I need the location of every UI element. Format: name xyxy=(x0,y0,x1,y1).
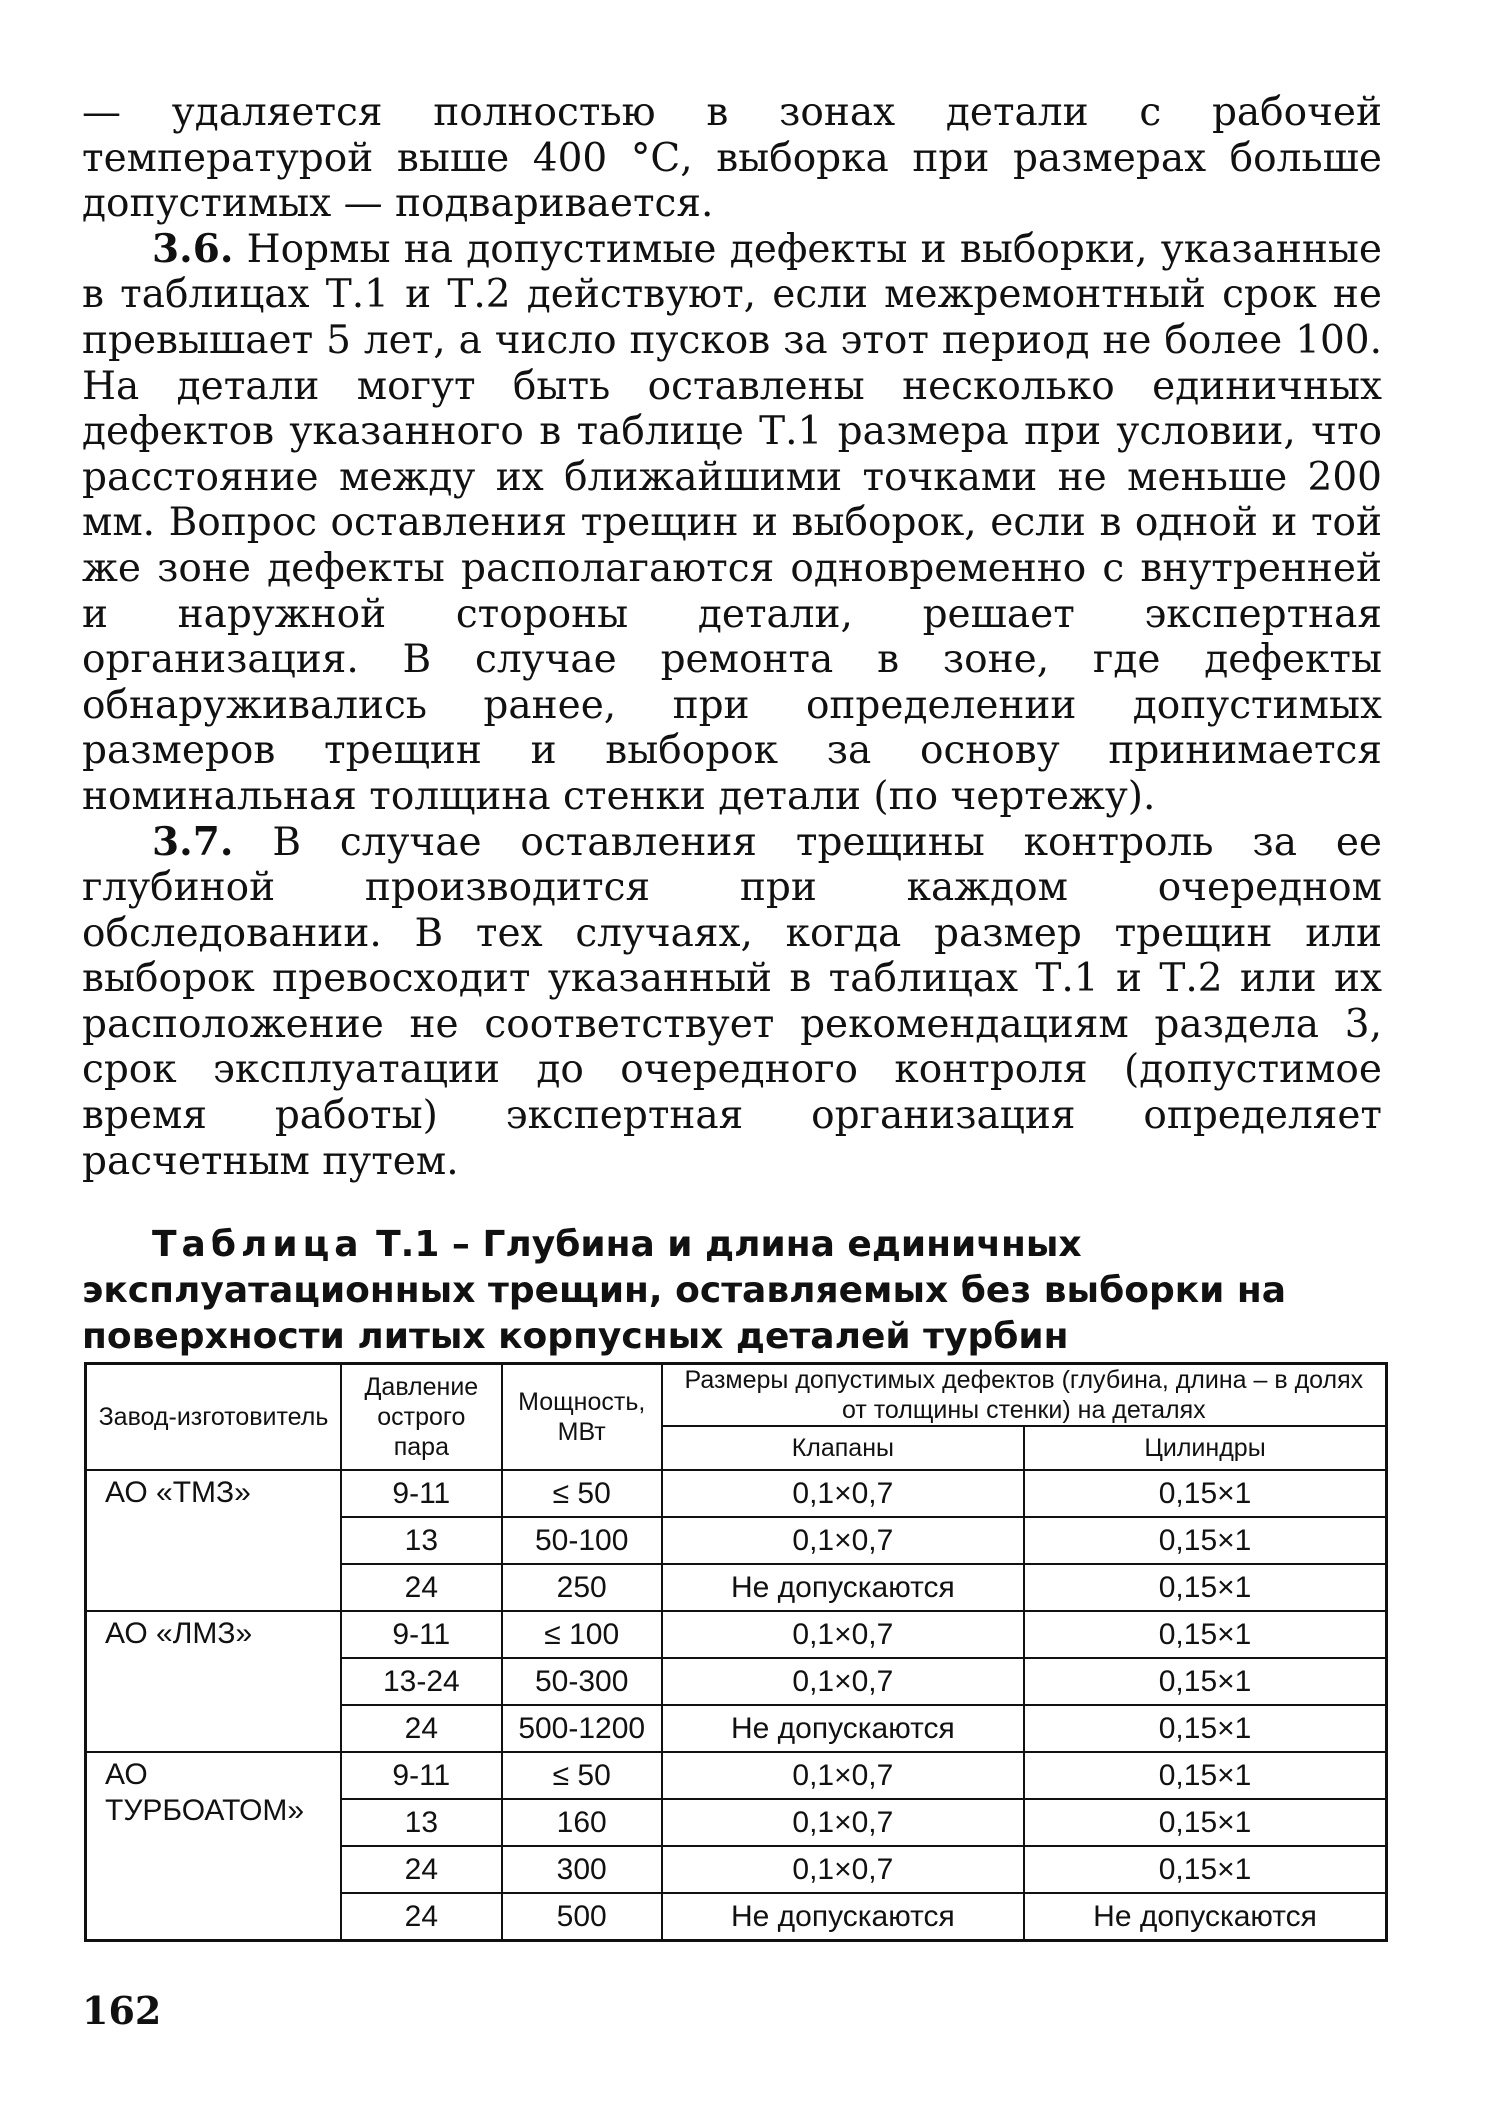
valves-cell: 0,1×0,7 xyxy=(662,1752,1024,1799)
power-cell: ≤ 100 xyxy=(502,1611,662,1658)
valves-cell: Не допускаются xyxy=(662,1705,1024,1752)
page-number: 162 xyxy=(82,1988,162,2033)
valves-cell: 0,1×0,7 xyxy=(662,1799,1024,1846)
paragraph-text: Нормы на допустимые дефекты и выборки, указанные в таблицах Т.1 и Т.2 действуют, если межремонтный срок не превышает 5 лет, а число пусков за этот период не более 100. На детали могут быть оставлены несколько единичных дефектов указанного в таблице Т.1 размера при условии, что расстояние между их ближайшими точками не меньше 200 мм. Вопрос оставления трещин и выборок, если в одной и той же зоне дефекты располагаются одновременно с внутренней и наружной стороны детали, решает экспертная организация. В случае ремонта в зоне, где дефекты обнаруживались ранее, при определении допустимых размеров трещин и выборок за основу принимается номинальная толщина стенки детали (по чертежу). xyxy=(82,226,1382,819)
power-cell: 250 xyxy=(502,1564,662,1611)
pressure-cell: 13 xyxy=(341,1799,502,1846)
pressure-cell: 13-24 xyxy=(341,1658,502,1705)
cylinders-cell: 0,15×1 xyxy=(1024,1752,1386,1799)
table-row xyxy=(86,1470,1387,1517)
table-row xyxy=(86,1611,1387,1658)
power-cell: 160 xyxy=(502,1799,662,1846)
header-cylinders: Цилиндры xyxy=(1024,1426,1386,1470)
power-cell: 500-1200 xyxy=(502,1705,662,1752)
valves-cell: 0,1×0,7 xyxy=(662,1658,1024,1705)
caption-title: Т.1 – Глубина и длина единичных эксплуатационных трещин, оставляемых без выборки на поверхности литых корпусных деталей турбин xyxy=(82,1224,1287,1357)
cylinders-cell: 0,15×1 xyxy=(1024,1658,1386,1705)
valves-cell: 0,1×0,7 xyxy=(662,1846,1024,1893)
power-cell: 50-300 xyxy=(502,1658,662,1705)
pressure-cell: 9-11 xyxy=(341,1470,502,1517)
header-pressure: Давление острого пара xyxy=(341,1364,502,1471)
paragraph xyxy=(82,820,1382,1185)
pressure-cell: 13 xyxy=(341,1517,502,1564)
power-cell: 50-100 xyxy=(502,1517,662,1564)
power-cell: ≤ 50 xyxy=(502,1470,662,1517)
valves-cell: Не допускаются xyxy=(662,1564,1024,1611)
manufacturer-cell: АО ТУРБОАТОМ» xyxy=(86,1752,341,1941)
cylinders-cell: 0,15×1 xyxy=(1024,1611,1386,1658)
pressure-cell: 9-11 xyxy=(341,1611,502,1658)
cylinders-cell: 0,15×1 xyxy=(1024,1564,1386,1611)
pressure-cell: 24 xyxy=(341,1846,502,1893)
header-power: Мощность, МВт xyxy=(502,1364,662,1471)
manufacturer-cell: АО «ТМЗ» xyxy=(86,1470,341,1611)
paragraph xyxy=(82,227,1382,820)
paragraph xyxy=(82,90,1382,227)
header-defect-sizes: Размеры допустимых дефектов (глубина, длина – в долях от толщины стенки) на деталях xyxy=(662,1364,1387,1427)
paragraph-text: — удаляется полностью в зонах детали с рабочей температурой выше 400 °С, выборка при размерах больше допустимых — подваривается. xyxy=(82,90,1382,227)
section-number: 3.7. xyxy=(152,818,234,865)
pressure-cell: 9-11 xyxy=(341,1752,502,1799)
defects-table xyxy=(84,1362,1388,1942)
valves-cell: 0,1×0,7 xyxy=(662,1470,1024,1517)
power-cell: ≤ 50 xyxy=(502,1752,662,1799)
valves-cell: 0,1×0,7 xyxy=(662,1517,1024,1564)
pressure-cell: 24 xyxy=(341,1564,502,1611)
body-text xyxy=(82,90,1382,1184)
cylinders-cell: 0,15×1 xyxy=(1024,1470,1386,1517)
header-valves: Клапаны xyxy=(662,1426,1024,1470)
manufacturer-cell: АО «ЛМЗ» xyxy=(86,1611,341,1752)
table-row xyxy=(86,1752,1387,1799)
cylinders-cell: 0,15×1 xyxy=(1024,1705,1386,1752)
cylinders-cell: Не допускаются xyxy=(1024,1893,1386,1941)
section-number: 3.6. xyxy=(152,225,234,272)
header-manufacturer: Завод-изготовитель xyxy=(86,1364,341,1471)
paragraph-text: В случае оставления трещины контроль за ее глубиной производится при каждом очередном обследовании. В тех случаях, когда размер трещин или выборок превосходит указанный в таблицах Т.1 и Т.2 или их расположение не соответствует рекомендациям раздела 3, срок эксплуатации до очередного контроля (допустимое время работы) экспертная организация определяет расчетным путем. xyxy=(82,819,1382,1184)
pressure-cell: 24 xyxy=(341,1893,502,1941)
cylinders-cell: 0,15×1 xyxy=(1024,1846,1386,1893)
valves-cell: 0,1×0,7 xyxy=(662,1611,1024,1658)
power-cell: 500 xyxy=(502,1893,662,1941)
caption-label: Таблица xyxy=(152,1224,364,1265)
valves-cell: Не допускаются xyxy=(662,1893,1024,1941)
table-caption xyxy=(82,1222,1382,1360)
cylinders-cell: 0,15×1 xyxy=(1024,1517,1386,1564)
pressure-cell: 24 xyxy=(341,1705,502,1752)
cylinders-cell: 0,15×1 xyxy=(1024,1799,1386,1846)
power-cell: 300 xyxy=(502,1846,662,1893)
